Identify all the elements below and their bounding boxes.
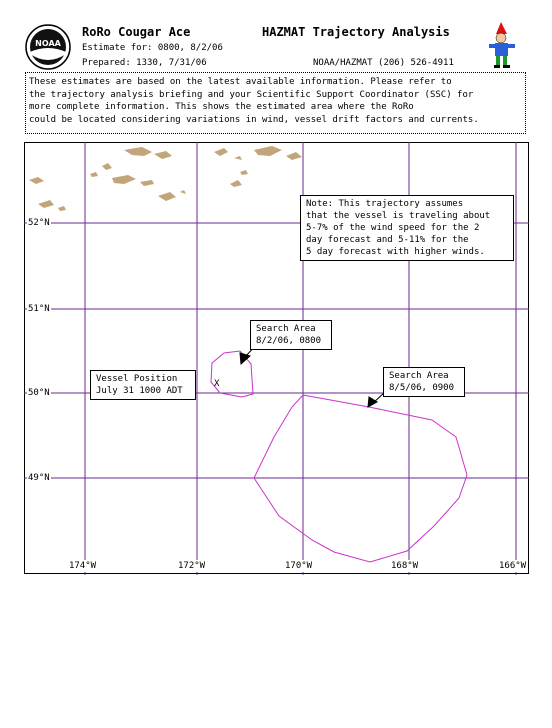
note-line: Note: This trajectory assumes	[306, 199, 464, 209]
prepared-time: Prepared: 1330, 7/31/06	[82, 58, 207, 68]
estimate-time: Estimate for: 0800, 8/2/06	[82, 43, 223, 53]
lat-label-51: 51°N	[28, 304, 50, 314]
noaa-logo	[25, 24, 71, 70]
lat-label-50: 50°N	[28, 388, 50, 398]
vessel-position-title: Vessel Position	[96, 374, 178, 384]
mascot-icon	[487, 20, 517, 70]
search-area-2-label	[383, 367, 465, 397]
disclaimer-line: could be located considering variations in wind, vessel drift factors and currents.	[29, 114, 479, 125]
search-area-1-label	[250, 320, 332, 350]
noaa-logo-icon	[25, 24, 71, 70]
trajectory-note	[300, 195, 514, 261]
note-line: that the vessel is traveling about	[306, 211, 491, 221]
lat-label-52: 52°N	[28, 218, 50, 228]
lon-label-166: 166°W	[499, 561, 527, 571]
disclaimer-line: more complete information. This shows the estimated area where the RoRo	[29, 102, 414, 112]
note-line: 5-7% of the wind speed for the 2	[306, 223, 480, 233]
incident-title: RoRo Cougar Ace	[82, 25, 191, 39]
search-area-2-date: 8/5/06, 0900	[389, 383, 455, 393]
note-line: day forecast and 5-11% for the	[306, 235, 469, 245]
search-area-1-title: Search Area	[256, 324, 316, 334]
search-area-1-date: 8/2/06, 0800	[256, 336, 322, 346]
disclaimer-line: These estimates are based on the latest available information. Please refer to	[29, 77, 452, 87]
analysis-title: HAZMAT Trajectory Analysis	[262, 25, 450, 39]
noaa-logo-text: NOAA	[35, 39, 61, 48]
note-line: 5 day forecast with higher winds.	[306, 247, 485, 257]
contact-info: NOAA/HAZMAT (206) 526-4911	[313, 58, 454, 68]
vessel-position-label	[90, 370, 196, 400]
trajectory-map	[24, 142, 529, 575]
vessel-position-marker: X	[214, 379, 220, 389]
disclaimer-line: the trajectory analysis briefing and your Scientific Support Coordinator (SSC) for	[29, 89, 474, 100]
lon-label-168: 168°W	[391, 561, 419, 571]
search-area-2-title: Search Area	[389, 371, 449, 381]
disclaimer-box	[25, 72, 526, 134]
lon-label-174: 174°W	[69, 561, 97, 571]
lon-label-170: 170°W	[285, 561, 313, 571]
vessel-position-date: July 31 1000 ADT	[96, 386, 183, 396]
lon-label-172: 172°W	[178, 561, 206, 571]
lat-label-49: 49°N	[28, 473, 50, 483]
